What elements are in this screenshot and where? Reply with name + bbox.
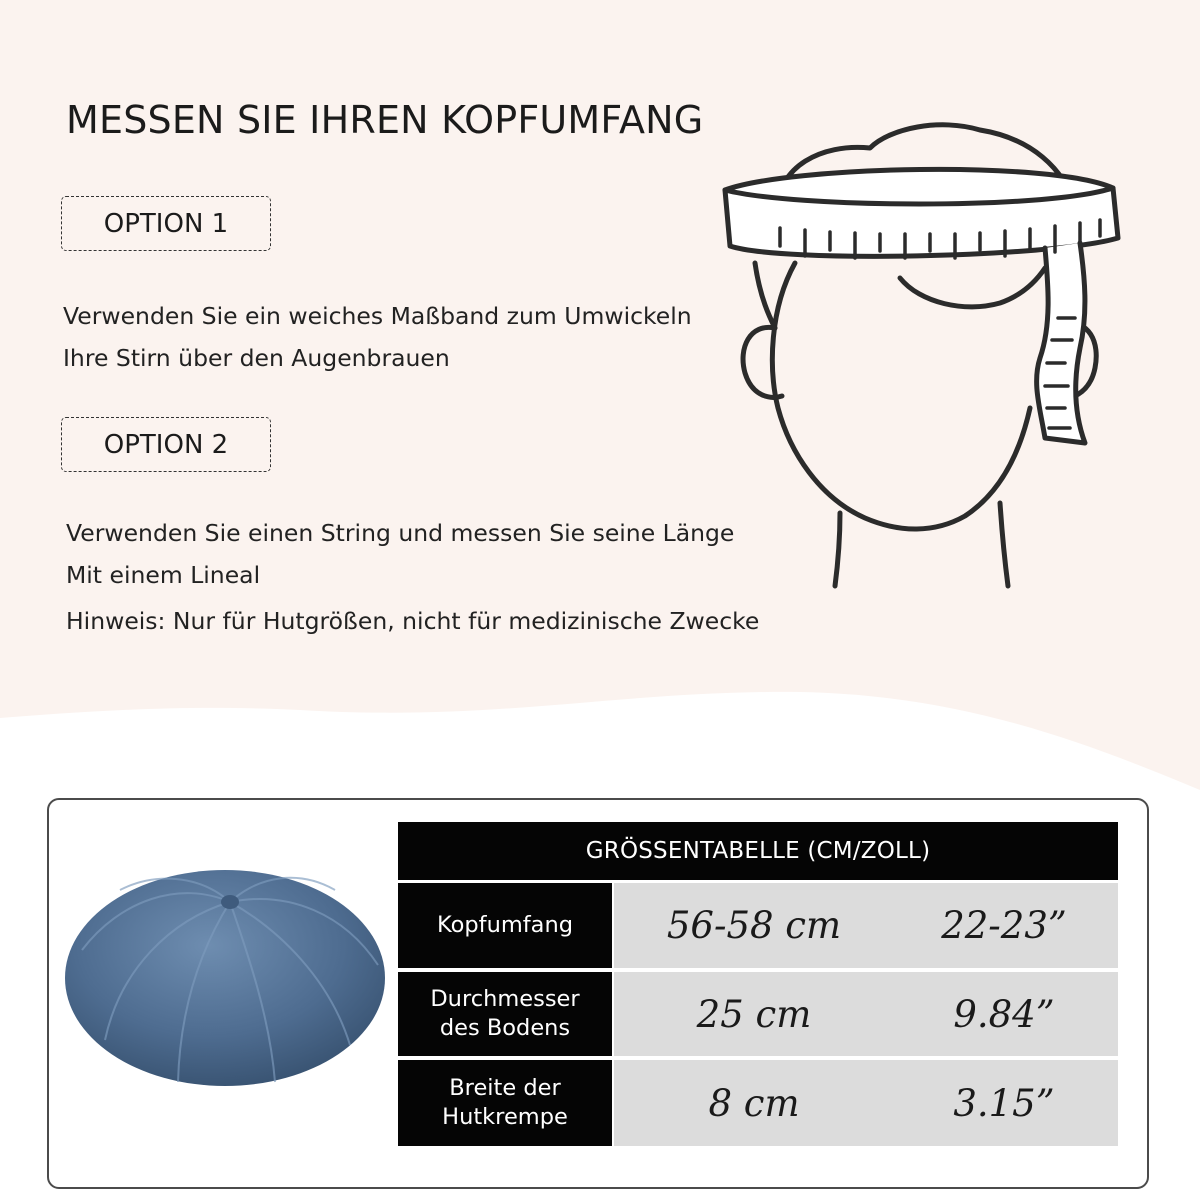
option-1-text-line-2: Ihre Stirn über den Augenbrauen	[63, 344, 450, 372]
note-text: Hinweis: Nur für Hutgrößen, nicht für medizinische Zwecke	[66, 607, 760, 635]
page-title: MESSEN SIE IHREN KOPFUMFANG	[66, 98, 704, 142]
value-cm: 25 cm	[696, 992, 812, 1036]
row-label-krempe	[398, 1060, 612, 1146]
row-values-kopfumfang	[614, 883, 1118, 968]
row-label-kopfumfang: Kopfumfang	[398, 883, 612, 968]
size-table-header: GRÖSSENTABELLE (CM/ZOLL)	[398, 822, 1118, 880]
option-1-badge: OPTION 1	[61, 196, 271, 251]
value-inch: 3.15”	[953, 1081, 1055, 1125]
value-inch: 9.84”	[953, 992, 1055, 1036]
value-cm: 8 cm	[708, 1081, 800, 1125]
option-2-text-line-1: Verwenden Sie einen String und messen Sie seine Länge	[66, 519, 735, 547]
row-label-durchmesser-text: Durchmesser des Bodens	[430, 985, 580, 1041]
row-label-krempe-text: Breite der Hutkrempe	[442, 1074, 568, 1130]
option-2-badge: OPTION 2	[61, 417, 271, 472]
value-inch: 22-23”	[941, 904, 1067, 947]
beret-photo	[60, 860, 390, 1090]
value-cm: 56-58 cm	[666, 904, 842, 947]
option-1-text-line-1: Verwenden Sie ein weiches Maßband zum Umwickeln	[63, 302, 692, 330]
head-measurement-illustration	[700, 108, 1140, 593]
row-values-krempe	[614, 1060, 1118, 1146]
row-label-durchmesser	[398, 972, 612, 1056]
option-2-text-line-2: Mit einem Lineal	[66, 561, 261, 589]
row-values-durchmesser	[614, 972, 1118, 1056]
